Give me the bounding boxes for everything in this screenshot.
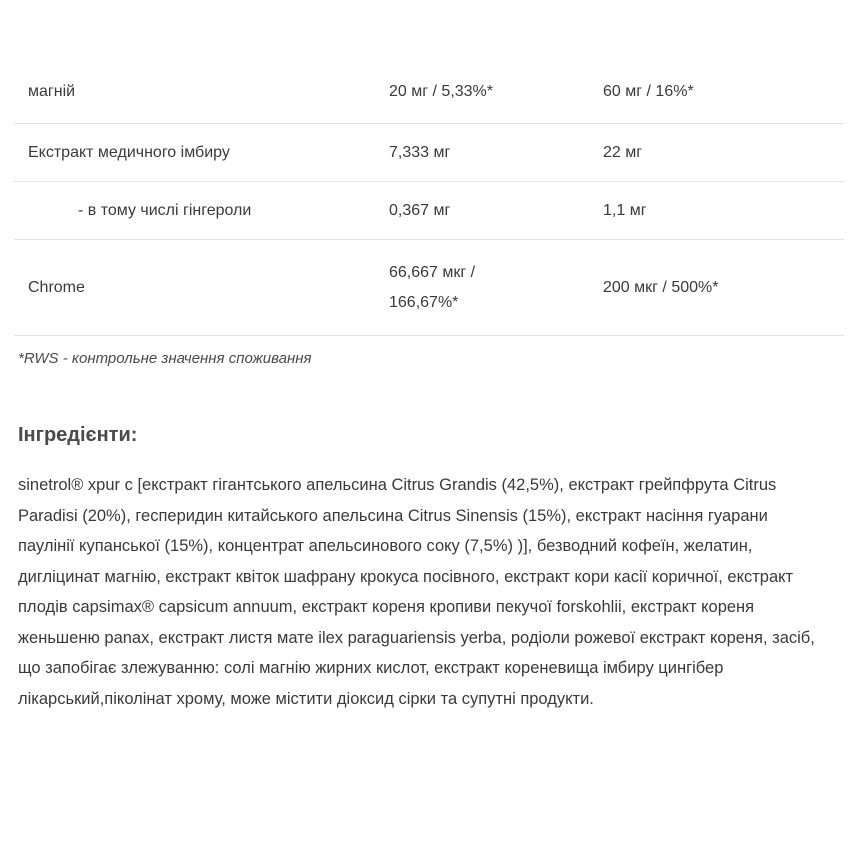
nutrient-per-serving (375, 240, 589, 336)
nutrient-per-daily: 22 мг (589, 124, 844, 182)
nutrient-per-serving: 0,367 мг (375, 182, 589, 240)
nutrient-per-daily: 1,1 мг (589, 182, 844, 240)
nutrient-per-daily: 200 мкг / 500%* (589, 240, 844, 336)
nutrient-name: Екстракт медичного імбиру (14, 124, 375, 182)
table-row (14, 60, 844, 124)
table-row (14, 240, 844, 336)
nutrient-name: - в тому числі гінгероли (14, 182, 375, 240)
nutrient-per-serving: 20 мг / 5,33%* (375, 60, 589, 124)
nutrient-name: Chrome (14, 240, 375, 336)
table-row (14, 182, 844, 240)
nutrient-name: магній (14, 60, 375, 124)
table-row (14, 124, 844, 182)
nutrient-per-serving-line1: 66,667 мкг / (389, 263, 476, 281)
rws-footnote: *RWS - контрольне значення споживання (18, 350, 312, 367)
nutrient-per-serving-line2: 166,67%* (389, 293, 459, 311)
nutrient-per-serving: 7,333 мг (375, 124, 589, 182)
nutrition-table (14, 60, 844, 336)
ingredients-text: sinetrol® xpur с [екстракт гігантського апельсина Citrus Grandis (42,5%), екстракт грейпфрута Citrus Paradisi (20%), гесперидин китайського апельсина Citrus Sinensis (15%), екстракт насіння гуарани паулінії купанської (15%), концентрат апельсинового соку (7,5%) )], безводний кофеїн, желатин, дигліцинат магнію, екстракт квіток шафрану крокуса посівного, екстракт кори касії коричної, екстракт плодів capsimax® capsicum annuum, екстракт кореня кропиви пекучої forskohlii, екстракт кореня женьшеню panax, екстракт листя мате ilex paraguariensis yerba, родіоли рожевої екстракт кореня, засіб, що запобігає злежуванню: солі магнію жирних кислот, екстракт кореневища імбиру цингібер лікарський,піколінат хрому, може містити діоксид сірки та супутні продукти. (18, 476, 815, 708)
nutrient-per-daily: 60 мг / 16%* (589, 60, 844, 124)
ingredients-heading: Інгредієнти: (18, 424, 138, 446)
